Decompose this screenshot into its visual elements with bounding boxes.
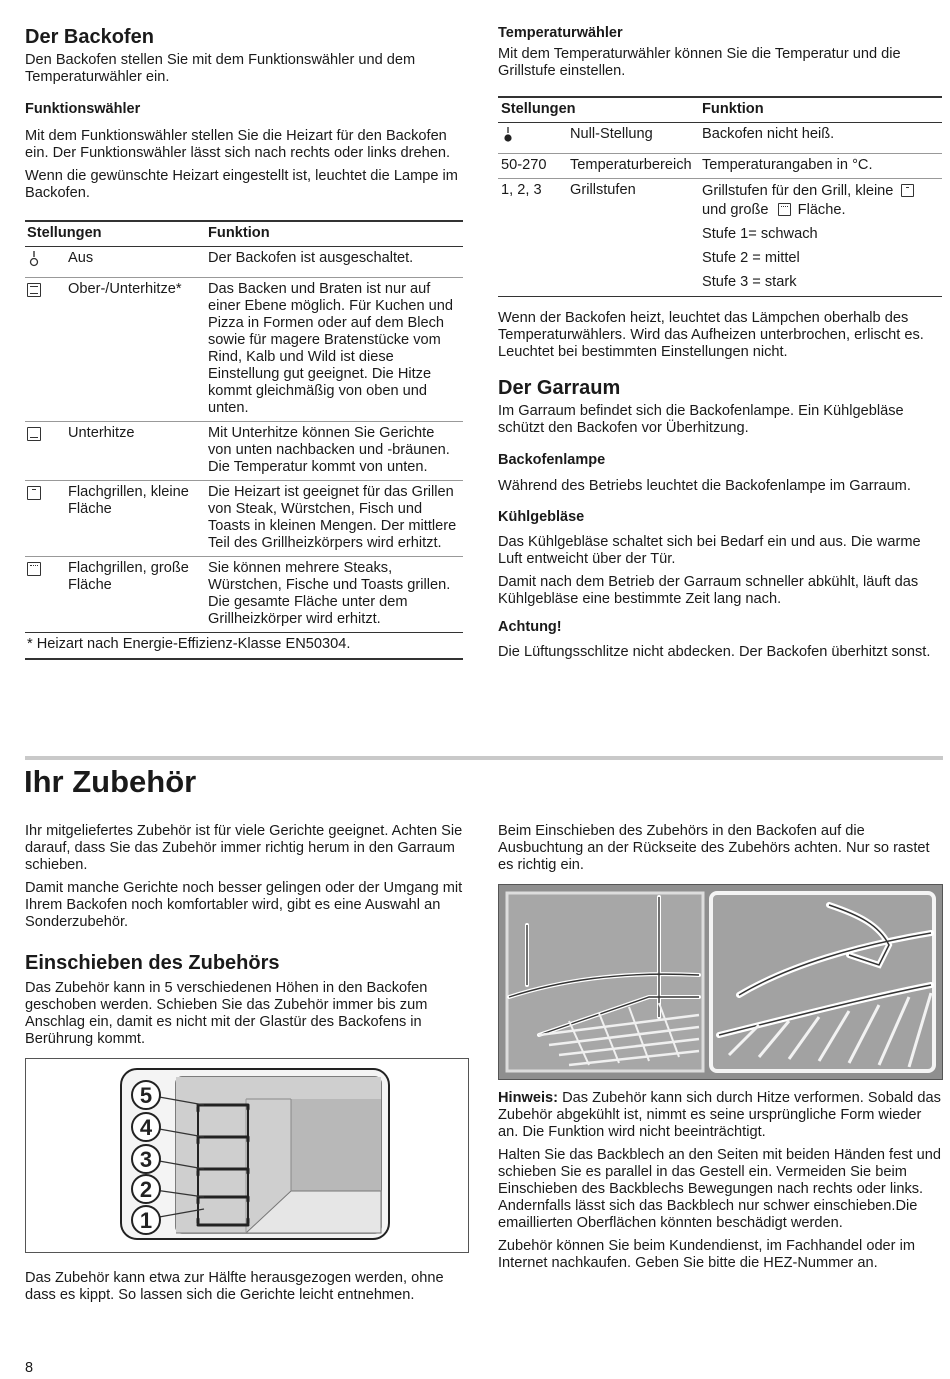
grillstufe-1: Stufe 1= schwach: [702, 226, 818, 242]
stellung-funktion: Mit Unterhitze können Sie Gerichte von unten nachbacken und -bräunen. Die Temperatur kommt von unten.: [208, 425, 450, 475]
oven-levels-figure: [25, 1058, 469, 1253]
oven-levels-illustration: [26, 1059, 468, 1252]
off-icon: [25, 250, 68, 273]
grillstufe-3: Stufe 3 = stark: [702, 274, 797, 290]
zero-position-icon: [498, 126, 570, 149]
temperaturwaehler-intro: Mit dem Temperaturwähler können Sie die Temperatur und die Grillstufe einstellen.: [498, 46, 901, 79]
achtung-title: Achtung!: [498, 619, 562, 635]
grill-small-icon: [901, 184, 914, 197]
stellung-position: 50-270: [501, 157, 547, 173]
backofenlampe-title: Backofenlampe: [498, 452, 606, 468]
level-label: 2: [139, 1177, 153, 1202]
section-title-garraum: Der Garraum: [498, 377, 621, 399]
hinweis-label: Hinweis:: [498, 1090, 559, 1106]
funktion-table: [25, 220, 463, 660]
grillstufen-text-b: und große: [702, 202, 769, 218]
level-label: 5: [139, 1083, 153, 1108]
zubehoer-right-lower: [498, 1090, 943, 1272]
table-row: [498, 123, 942, 154]
section-title-einschieben: Einschieben des Zubehörs: [25, 952, 280, 974]
table-row: [498, 154, 942, 179]
stellung-name: Ober-/Unterhitze*: [68, 281, 182, 297]
level-label: 3: [139, 1147, 153, 1172]
grill-large-icon: [27, 562, 41, 576]
rack-detail-illustration: [499, 885, 942, 1079]
rack-detail-figure: [498, 884, 943, 1080]
grillstufen-text-c: Fläche.: [797, 202, 846, 218]
stellung-funktion: Sie können mehrere Steaks, Würstchen, Fische und Toasts grillen. Die gesamte Fläche unter dem Grillheizkörper wird erhitzt.: [208, 560, 451, 627]
kuehlgeblaese-text-2: Damit nach dem Betrieb der Garraum schneller abkühlt, läuft das Kühlgebläse eine bestimmte Zeit lang nach.: [498, 574, 919, 607]
funktion-table-header: [25, 220, 463, 247]
stellung-name: Unterhitze: [68, 425, 135, 441]
bottom-heat-icon: [27, 427, 41, 441]
stellung-funktion: Backofen nicht heiß.: [702, 126, 835, 142]
grill-small-icon: [27, 486, 41, 500]
table-row: [25, 557, 463, 633]
header-stellungen: Stellungen: [27, 225, 102, 241]
backblech-text: Halten Sie das Backblech an den Seiten mit beiden Händen fest und schieben Sie es parallel in das Gestell ein. Vermeiden Sie beim Einschieben des Backblechs Bewegungen nach rechts oder links. Andernfalls lässt sich das Backblech nur schwer einschieben.Die emaillierten Oberflächen könnten beschädigt werden.: [498, 1147, 941, 1231]
table-row: [25, 422, 463, 481]
level-label: 1: [139, 1208, 153, 1233]
stellung-name: Flachgrillen, kleine Fläche: [68, 484, 189, 517]
temperatur-after-text: Wenn der Backofen heizt, leuchtet das Lämpchen oberhalb des Temperaturwählers. Wird das Aufheizen unterbrochen, erlischt es. Leuchtet bei bestimmten Einstellungen nicht.: [498, 310, 924, 360]
level-label: 4: [139, 1115, 153, 1140]
stellung-position: 1, 2, 3: [501, 182, 542, 198]
funktionswaehler-text-1: Mit dem Funktionswähler stellen Sie die Heizart für den Backofen ein. Der Funktionswähler lässt sich nach rechts oder links drehen.: [25, 128, 451, 161]
backofen-section: [25, 25, 465, 660]
section-divider: [25, 756, 943, 760]
stellung-funktion: Temperaturangaben in °C.: [702, 157, 873, 173]
zubehoer-text-2: Damit manche Gerichte noch besser gelingen oder der Umgang mit Ihrem Backofen noch komfortabler wird, gibt es eine Auswahl an Sonderzubehör.: [25, 880, 463, 930]
table-footnote: * Heizart nach Energie-Effizienz-Klasse EN50304.: [25, 633, 463, 660]
stellung-name: Flachgrillen, große Fläche: [68, 560, 189, 593]
hinweis-body: Das Zubehör kann sich durch Hitze verformen. Sobald das Zubehör abgekühlt ist, nimmt es seine ursprüngliche Form wieder an. Die Funktion wird nicht beeinträchtigt.: [498, 1090, 941, 1140]
zubehoer-right: [498, 823, 943, 874]
grill-large-icon: [778, 203, 791, 216]
einschieben-text: Das Zubehör kann in 5 verschiedenen Höhen in den Backofen geschoben werden. Schieben Sie das Zubehör immer bis zum Anschlag ein, damit es nicht mit der Glastür des Backofens in Berührung kommt.: [25, 980, 428, 1047]
garraum-intro: Im Garraum befindet sich die Backofenlampe. Ein Kühlgebläse schützt den Backofen vor Überhitzung.: [498, 403, 904, 436]
stellung-name: Null-Stellung: [570, 126, 653, 142]
table-row: [25, 278, 463, 422]
temperatur-table-header: [498, 96, 942, 123]
table-row: [25, 481, 463, 557]
stellung-name: Grillstufen: [570, 182, 636, 198]
section-title-backofen: Der Backofen: [25, 26, 154, 48]
temperatur-section: [498, 25, 943, 661]
kuehlgeblaese-text-1: Das Kühlgebläse schaltet sich bei Bedarf ein und aus. Die warme Luft entweicht über der Tür.: [498, 534, 921, 567]
grillstufe-2: Stufe 2 = mittel: [702, 250, 800, 266]
stellung-funktion: Das Backen und Braten ist nur auf einer Ebene möglich. Für Kuchen und Pizza in Formen oder auf dem Blech sowie für magere Bratenstücke vom Rind, Kalb und Wild ist diese Einstellung gut geeignet. Die Hitze kommt gleichmäßig von oben und unten.: [208, 281, 454, 416]
page-number: 8: [25, 1360, 34, 1376]
table-row: [498, 179, 942, 297]
header-funktion: Funktion: [208, 225, 270, 241]
stellung-name: Aus: [68, 250, 94, 266]
table-row: [25, 247, 463, 278]
backofen-intro: Den Backofen stellen Sie mit dem Funktionswähler und dem Temperaturwähler ein.: [25, 52, 416, 85]
hinweis-text: [498, 1090, 943, 1141]
nachkaufen-text: Zubehör können Sie beim Kundendienst, im Fachhandel oder im Internet nachkaufen. Geben Sie bitte die HEZ-Nummer an.: [498, 1238, 915, 1271]
header-funktion: Funktion: [702, 101, 764, 117]
header-stellungen: Stellungen: [501, 101, 576, 117]
section-title-zubehoer: Ihr Zubehör: [24, 764, 197, 799]
funktionswaehler-text-2: Wenn die gewünschte Heizart eingestellt ist, leuchtet die Lampe im Backofen.: [25, 168, 458, 201]
top-bottom-heat-icon: [27, 283, 41, 297]
zubehoer-left: [25, 823, 470, 1048]
stellung-funktion: Der Backofen ist ausgeschaltet.: [208, 250, 414, 266]
kuehlgeblaese-title: Kühlgebläse: [498, 509, 585, 525]
funktionswaehler-title: Funktionswähler: [25, 101, 141, 117]
stellung-funktion: Die Heizart ist geeignet für das Grillen von Steak, Würstchen, Fisch und Toasts in kleinen Mengen. Der mittlere Teil des Grillheizkörpers wird erhitzt.: [208, 484, 457, 551]
achtung-text: Die Lüftungsschlitze nicht abdecken. Der Backofen überhitzt sonst.: [498, 644, 931, 660]
backofenlampe-text: Während des Betriebs leuchtet die Backofenlampe im Garraum.: [498, 478, 911, 494]
stellung-name: Temperaturbereich: [570, 157, 692, 173]
grillstufen-text-a: Grillstufen für den Grill, kleine: [702, 183, 894, 199]
after-figure-text: Das Zubehör kann etwa zur Hälfte herausgezogen werden, ohne dass es kippt. So lassen sich die Gerichte leicht entnehmen.: [25, 1270, 444, 1303]
temperaturwaehler-title: Temperaturwähler: [498, 25, 623, 41]
zubehoer-text-1: Ihr mitgeliefertes Zubehör ist für viele Gerichte geeignet. Achten Sie darauf, dass Sie das Zubehör immer richtig herum in den Garraum schieben.: [25, 823, 463, 873]
temperatur-table: [498, 96, 942, 297]
ausbuchtung-text: Beim Einschieben des Zubehörs in den Backofen auf die Ausbuchtung an der Rückseite des Zubehörs achten. Nur so rastet es richtig ein.: [498, 823, 930, 873]
